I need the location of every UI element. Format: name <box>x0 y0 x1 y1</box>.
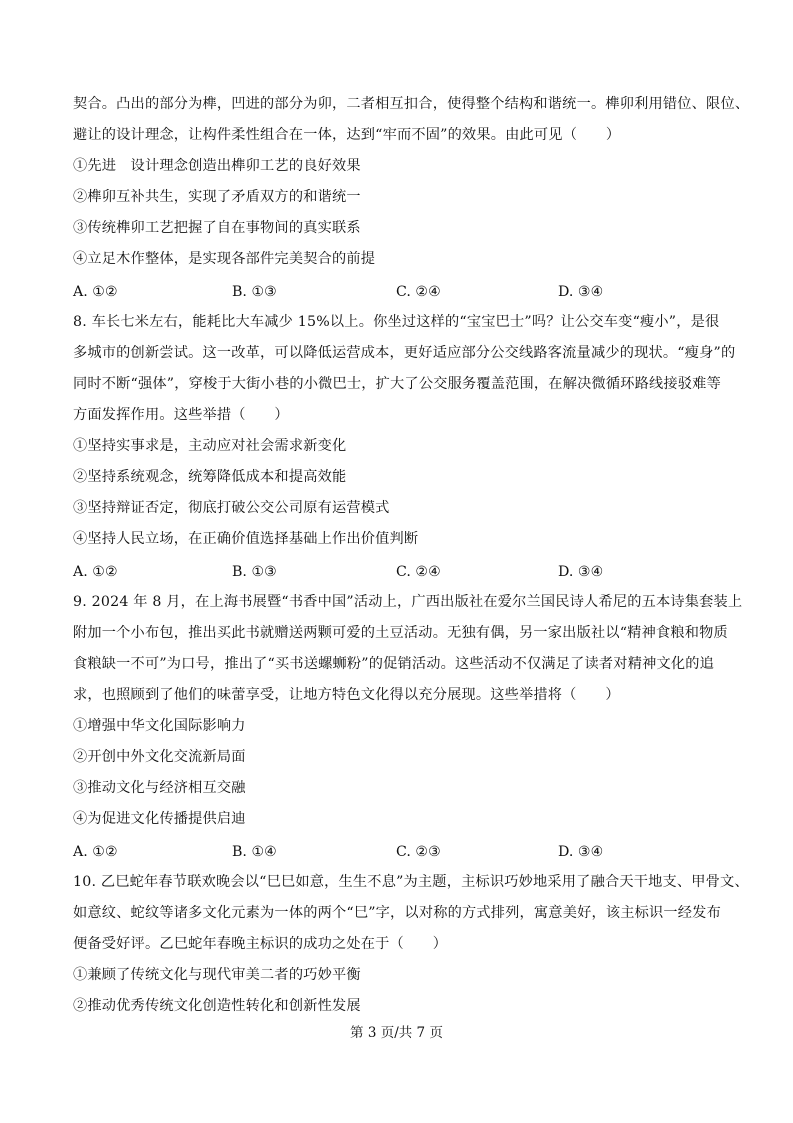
q9-stem-line: 9. 2024 年 8 月，在上海书展暨“书香中国”活动上，广西出版社在爱尔兰国民诗人希尼的五本诗集套装上 <box>73 594 743 610</box>
q9-option-b: B. ①④ <box>232 844 277 860</box>
q9-option-a: A. ①② <box>73 844 118 860</box>
q8-statement-2: ②坚持系统观念，统筹降低成本和提高效能 <box>73 469 347 485</box>
q8-option-a: A. ①② <box>73 564 118 580</box>
q8-statement-3: ③坚持辩证否定，彻底打破公交公司原有运营模式 <box>73 500 390 516</box>
q7-statement-3: ③传统榫卯工艺把握了自在事物间的真实联系 <box>73 220 361 236</box>
q10-stem-line: 便备受好评。乙巳蛇年春晚主标识的成功之处在于（ ） <box>73 936 448 952</box>
q8-stem-line: 8. 车长七米左右，能耗比大车减少 15%以上。你坐过这样的“宝宝巴士”吗？让公交车变“瘦小”，是很 <box>73 314 720 330</box>
q9-stem-line: 食粮缺一不可”为口号，推出了“买书送螺蛳粉”的促销活动。这些活动不仅满足了读者对精神文化的追 <box>73 656 715 672</box>
q7-option-c: C. ②④ <box>396 284 441 300</box>
q7-statement-1: ①先进 设计理念创造出榫卯工艺的良好效果 <box>73 158 361 174</box>
q7-option-a: A. ①② <box>73 284 118 300</box>
q10-stem-line: 如意纹、蛇纹等诸多文化元素为一体的两个“巳”字，以对称的方式排列，寓意美好，该主标识一经发布 <box>73 905 721 921</box>
q7-option-b: B. ①③ <box>232 284 277 300</box>
q7-statement-2: ②榫卯互补共生，实现了矛盾双方的和谐统一 <box>73 189 361 205</box>
q7-stem-line: 避让的设计理念，让构件柔性组合在一体，达到“牢而不固”的效果。由此可见（ ） <box>73 127 621 143</box>
q8-option-c: C. ②④ <box>396 564 441 580</box>
q9-stem-line: 求，也照顾到了他们的味蕾享受，让地方特色文化得以充分展现。这些举措将（ ） <box>73 687 620 703</box>
q9-statement-4: ④为促进文化传播提供启迪 <box>73 811 246 827</box>
q8-option-b: B. ①③ <box>232 564 277 580</box>
q9-stem-line: 附加一个小布包，推出买此书就赠送两颗可爱的土豆活动。无独有偶，另一家出版社以“精神食粮和物质 <box>73 625 728 641</box>
q9-statement-2: ②开创中外文化交流新局面 <box>73 749 246 765</box>
q9-statement-3: ③推动文化与经济相互交融 <box>73 780 246 796</box>
q8-stem-line: 同时不断“强体”，穿梭于大街小巷的小微巴士，扩大了公交服务覆盖范围，在解决微循环路线接驳难等 <box>73 376 721 392</box>
q8-statement-1: ①坚持实事求是，主动应对社会需求新变化 <box>73 438 347 454</box>
q9-option-c: C. ②③ <box>396 844 441 860</box>
q7-statement-4: ④立足木作整体，是实现各部件完美契合的前提 <box>73 251 376 267</box>
q10-statement-1: ①兼顾了传统文化与现代审美二者的巧妙平衡 <box>73 967 361 983</box>
q7-stem-line: 契合。凸出的部分为榫，凹进的部分为卯，二者相互扣合，使得整个结构和谐统一。榫卯利用错位、限位、 <box>73 96 750 112</box>
q9-statement-1: ①增强中华文化国际影响力 <box>73 718 246 734</box>
q10-statement-2: ②推动优秀传统文化创造性转化和创新性发展 <box>73 998 361 1014</box>
q8-stem-line: 多城市的创新尝试。这一改革，可以降低运营成本，更好适应部分公交线路客流量减少的现状。“瘦身”的 <box>73 345 736 361</box>
q7-option-d: D. ③④ <box>558 284 604 300</box>
page-number-footer: 第 3 页/共 7 页 <box>350 1025 443 1041</box>
q8-option-d: D. ③④ <box>558 564 604 580</box>
q10-stem-line: 10. 乙巳蛇年春节联欢晚会以“巳巳如意，生生不息”为主题，主标识巧妙地采用了融合天干地支、甲骨文、 <box>73 874 749 890</box>
q8-statement-4: ④坚持人民立场，在正确价值选择基础上作出价值判断 <box>73 531 419 547</box>
q8-stem-line: 方面发挥作用。这些举措（ ） <box>73 407 289 423</box>
q9-option-d: D. ③④ <box>558 844 604 860</box>
